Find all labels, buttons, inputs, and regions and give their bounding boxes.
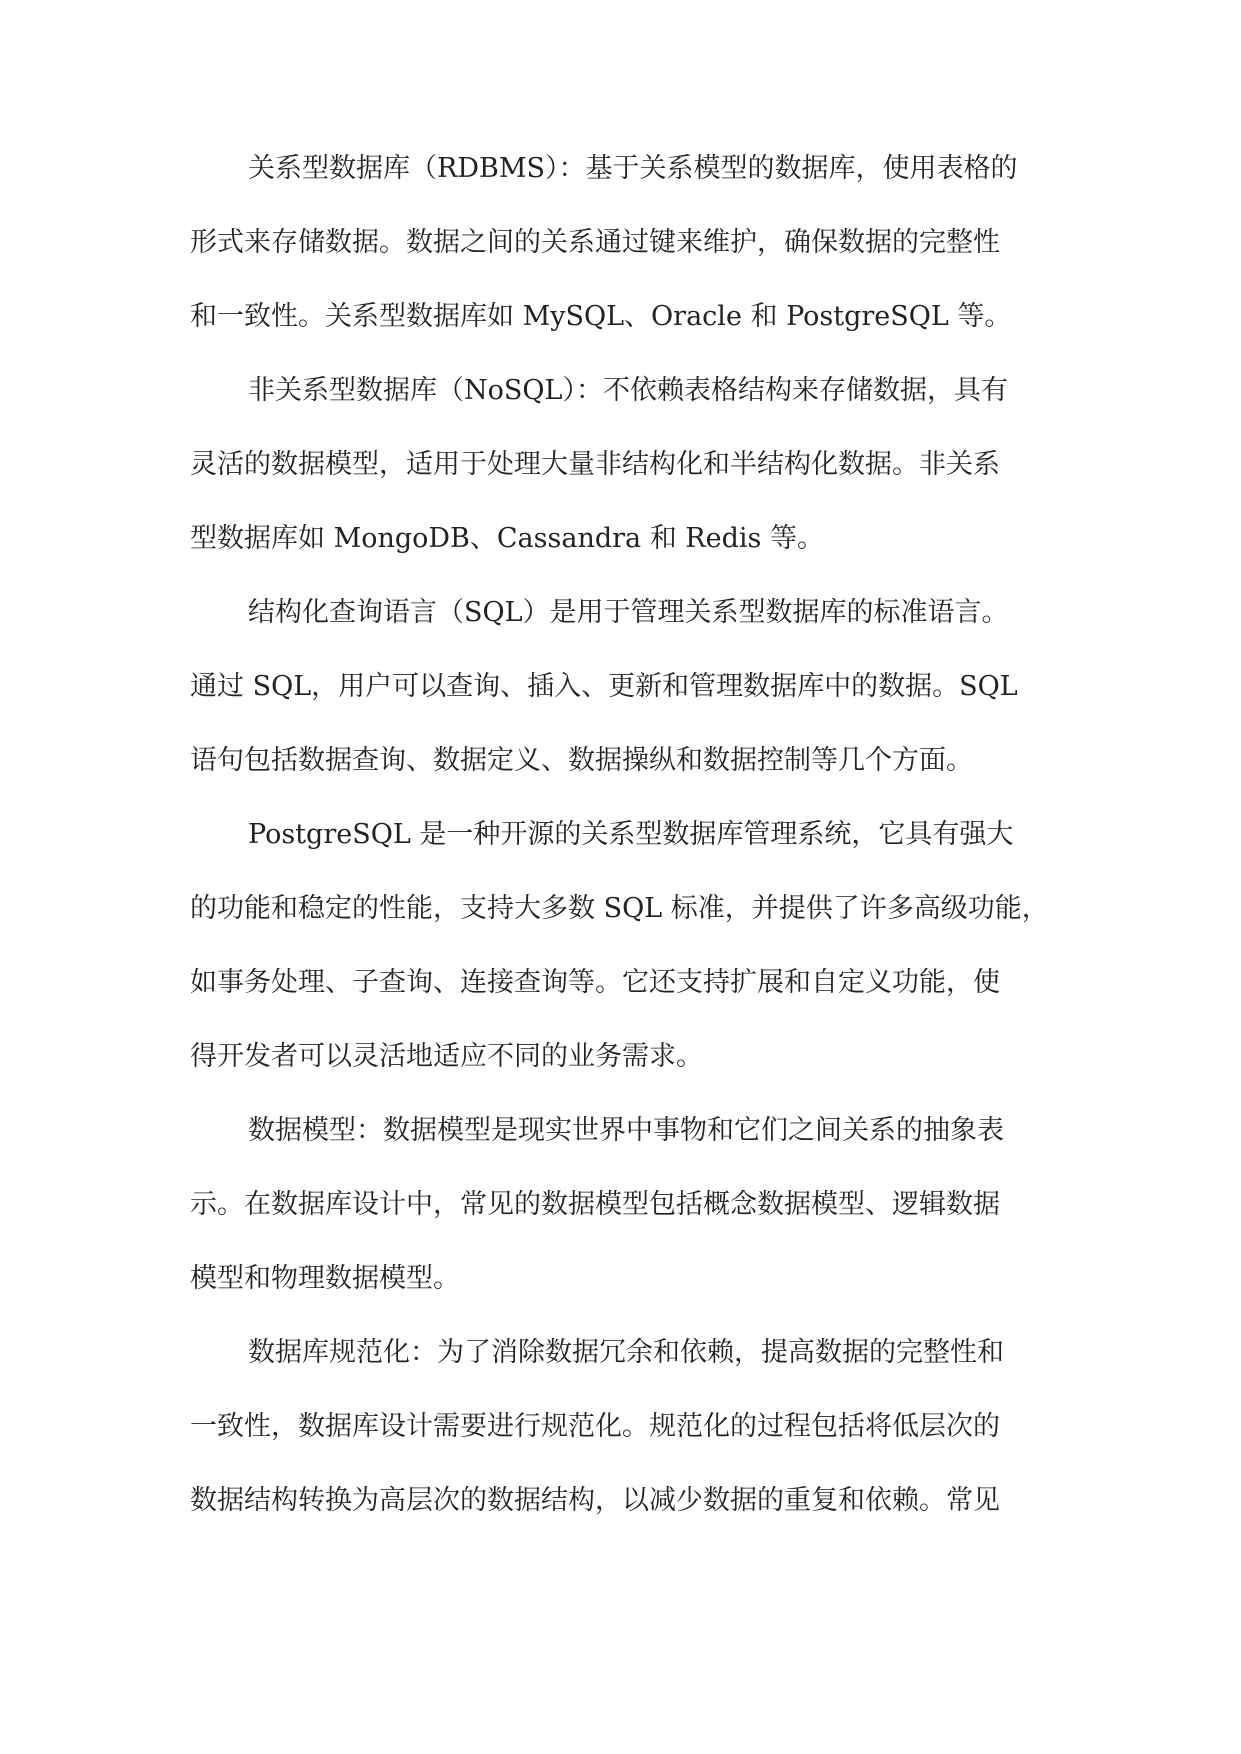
paragraph-sql <box>190 576 1058 798</box>
text-line: 一致性，数据库设计需要进行规范化。规范化的过程包括将低层次的 <box>190 1411 1000 1442</box>
text-line: 得开发者可以灵活地适应不同的业务需求。 <box>190 1041 703 1072</box>
text-line: 示。在数据库设计中，常见的数据模型包括概念数据模型、逻辑数据 <box>190 1189 1000 1220</box>
paragraph-rdbms <box>190 132 1058 354</box>
text-line: 关系型数据库（RDBMS）：基于关系模型的数据库，使用表格的 <box>248 153 1018 184</box>
document-body <box>190 132 1058 1538</box>
text-line: 形式来存储数据。数据之间的关系通过键来维护，确保数据的完整性 <box>190 227 1000 258</box>
text-line: 型数据库如 MongoDB、Cassandra 和 Redis 等。 <box>190 523 824 554</box>
text-line: 通过 SQL，用户可以查询、插入、更新和管理数据库中的数据。SQL <box>190 671 1018 702</box>
paragraph-postgresql <box>190 798 1058 1094</box>
text-line: 数据模型：数据模型是现实世界中事物和它们之间关系的抽象表 <box>248 1115 1004 1146</box>
text-line: 数据结构转换为高层次的数据结构，以减少数据的重复和依赖。常见 <box>190 1485 1000 1516</box>
text-line: 模型和物理数据模型。 <box>190 1263 460 1294</box>
text-line: 的功能和稳定的性能，支持大多数 SQL 标准，并提供了许多高级功能， <box>190 893 1049 924</box>
text-line: 数据库规范化：为了消除数据冗余和依赖，提高数据的完整性和 <box>248 1337 1004 1368</box>
paragraph-data-model <box>190 1094 1058 1316</box>
text-line: 结构化查询语言（SQL）是用于管理关系型数据库的标准语言。 <box>248 597 1009 628</box>
text-line: PostgreSQL 是一种开源的关系型数据库管理系统，它具有强大 <box>248 819 1014 850</box>
paragraph-nosql <box>190 354 1058 576</box>
text-line: 灵活的数据模型，适用于处理大量非结构化和半结构化数据。非关系 <box>190 449 1000 480</box>
text-line: 语句包括数据查询、数据定义、数据操纵和数据控制等几个方面。 <box>190 745 973 776</box>
text-line: 如事务处理、子查询、连接查询等。它还支持扩展和自定义功能，使 <box>190 967 1000 998</box>
text-line: 非关系型数据库（NoSQL）：不依赖表格结构来存储数据，具有 <box>248 375 1008 406</box>
text-line: 和一致性。关系型数据库如 MySQL、Oracle 和 PostgreSQL 等。 <box>190 301 1012 332</box>
paragraph-normalization <box>190 1316 1058 1538</box>
